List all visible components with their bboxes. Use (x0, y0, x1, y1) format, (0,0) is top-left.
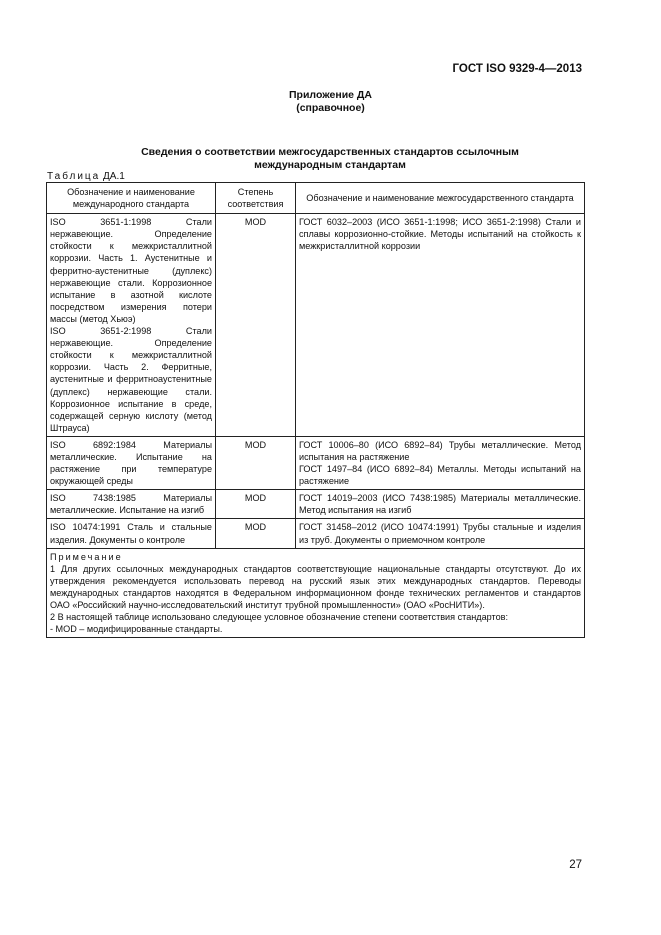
header-degree-of-correspondence: Степень соответствия (216, 183, 296, 214)
cell-text: ГОСТ 6032–2003 (ИСО 3651-1:1998; ИСО 3651-2:1998) Стали и сплавы коррозионно-стойкие. Методы испытаний на стойкость к межкристаллитной коррозии (299, 217, 581, 252)
cell-text: ISO 7438:1985 Материалы металлические. Испытание на изгиб (50, 493, 212, 516)
cell-interstate-standard (296, 436, 585, 489)
cell-international-standard (47, 519, 216, 548)
note-line: 1 Для других ссылочных международных стандартов соответствующие национальные стандарты отсутствуют. До их утверждения рекомендуется использовать перевод на русский язык этих международных стандартов. Переводы международных стандартов находятся в Федеральном информационном фонде технических регламентов и стандартов ОАО «Российский научно-исследовательский институт трубной промышленности» (ОАО «РосНИТИ»). (50, 563, 581, 610)
cell-degree: MOD (216, 214, 296, 437)
table-caption-label: Таблица (47, 171, 101, 182)
table-row (47, 490, 585, 519)
note-line: 2 В настоящей таблице использовано следующее условное обозначение степени соответствия стандартов: (50, 612, 508, 623)
note-title: Примечание (50, 551, 123, 562)
table-row (47, 436, 585, 489)
appendix-title: Приложение ДА (289, 89, 372, 101)
cell-international-standard (47, 214, 216, 437)
note-line: - MOD – модифицированные стандарты. (50, 624, 223, 635)
cell-text: ISO 3651-2:1998 Стали нержавеющие. Определение стойкости к межкристаллитной коррозии. Часть 2. Ферритные, аустенитные и ферритноаустенитные (дуплекс) нержавеющие стали. Коррозионное испытание в среде, содержащей серную кислоту (метод Штрауса) (50, 326, 212, 433)
correspondence-table (46, 182, 585, 638)
cell-interstate-standard (296, 490, 585, 519)
cell-text: ГОСТ 14019–2003 (ИСО 7438:1985) Материалы металлические. Метод испытания на изгиб (299, 493, 581, 516)
table-title-line-1: Сведения о соответствии межгосударственных стандартов ссылочным (141, 146, 519, 158)
cell-text: ISO 6892:1984 Материалы металлические. Испытание на растяжение при температуре окружающей среды (50, 439, 212, 487)
appendix-subtitle: (справочное) (296, 101, 365, 114)
table-row (47, 214, 585, 437)
header-international-standard: Обозначение и наименование международного стандарта (47, 183, 216, 214)
cell-international-standard (47, 490, 216, 519)
table-title (90, 146, 570, 171)
table-header-row (47, 183, 585, 214)
header-interstate-standard: Обозначение и наименование межгосударственного стандарта (296, 183, 585, 214)
cell-text: ГОСТ 10006–80 (ИСО 6892–84) Трубы металлические. Метод испытания на растяжение (299, 439, 581, 462)
cell-international-standard (47, 436, 216, 489)
cell-text: ISO 3651-1:1998 Стали нержавеющие. Определение стойкости к межкристаллитной коррозии. Часть 1. Аустенитные и ферритно-аустенитные (дуплекс) нержавеющие стали. Коррозионное испытание в азотной кислоте посредством измерения потери массы (метод Хьюэ) (50, 217, 212, 324)
cell-degree: MOD (216, 436, 296, 489)
appendix-heading (0, 89, 661, 114)
cell-degree: MOD (216, 519, 296, 548)
cell-interstate-standard (296, 214, 585, 437)
table-note (47, 548, 585, 638)
cell-text: ГОСТ 1497–84 (ИСО 6892–84) Металлы. Методы испытаний на растяжение (299, 464, 581, 487)
table-caption (47, 171, 125, 182)
table-row (47, 519, 585, 548)
cell-text: ГОСТ 31458–2012 (ИСО 10474:1991) Трубы стальные и изделия из труб. Документы о приемочном контроле (299, 522, 581, 545)
cell-text: ISO 10474:1991 Сталь и стальные изделия. Документы о контроле (50, 522, 212, 545)
cell-degree: MOD (216, 490, 296, 519)
table-title-line-2: международным стандартам (254, 158, 406, 171)
table-caption-number: ДА.1 (103, 171, 125, 182)
cell-interstate-standard (296, 519, 585, 548)
table-note-row (47, 548, 585, 638)
document-code-header: ГОСТ ISO 9329-4—2013 (452, 63, 582, 75)
page-number: 27 (569, 859, 582, 871)
